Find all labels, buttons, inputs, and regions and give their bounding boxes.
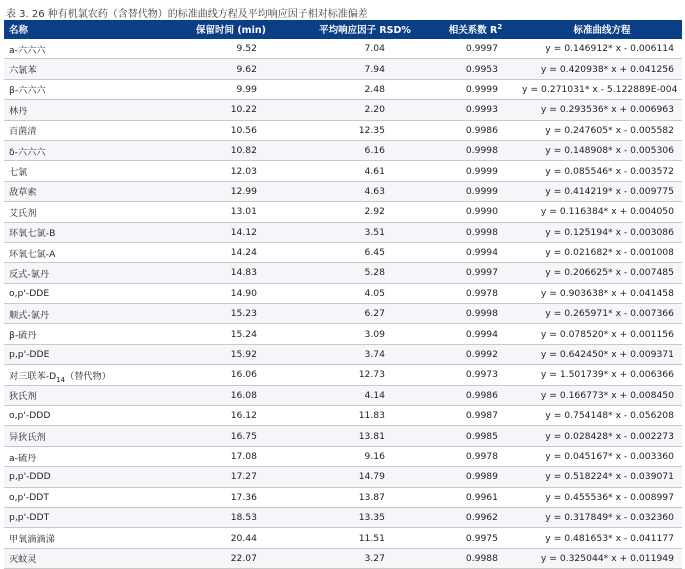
rsd-cell: 3.09 (301, 324, 429, 344)
r2-cell: 0.9999 (429, 181, 522, 201)
table-row (4, 161, 682, 181)
retention-time-cell: 10.22 (161, 100, 301, 120)
compound-name-cell: o,p'-DDT (4, 487, 161, 507)
rsd-cell: 2.20 (301, 100, 429, 120)
header-r2 (429, 20, 522, 39)
header-name: 名称 (4, 20, 161, 39)
compound-name-text: 对三联苯-D (9, 370, 57, 382)
equation-cell: y = 0.325044* x + 0.011949 (522, 548, 682, 568)
rsd-cell: 3.27 (301, 548, 429, 568)
rsd-cell: 5.28 (301, 263, 429, 283)
compound-name-cell: p,p'-DDT (4, 507, 161, 527)
compound-name-cell: β-硫丹 (4, 324, 161, 344)
table-row (4, 242, 682, 262)
compound-name-cell: β-六六六 (4, 79, 161, 99)
table-row (4, 120, 682, 140)
table-row (4, 202, 682, 222)
compound-name-cell: δ-六六六 (4, 140, 161, 160)
r2-cell: 0.9994 (429, 242, 522, 262)
r2-cell: 0.9998 (429, 222, 522, 242)
r2-cell: 0.9988 (429, 548, 522, 568)
rsd-cell: 2.48 (301, 79, 429, 99)
r2-cell: 0.9973 (429, 365, 522, 385)
retention-time-cell: 16.75 (161, 426, 301, 446)
compound-name-cell: 灭蚊灵 (4, 548, 161, 568)
r2-cell: 0.9987 (429, 406, 522, 426)
equation-cell: y = 0.265971* x - 0.007366 (522, 304, 682, 324)
equation-cell: y = 0.754148* x - 0.056208 (522, 406, 682, 426)
compound-name-cell: 六氯苯 (4, 59, 161, 79)
table-row (4, 222, 682, 242)
table-row (4, 385, 682, 405)
rsd-cell: 13.81 (301, 426, 429, 446)
equation-cell: y = 0.293536* x + 0.006963 (522, 100, 682, 120)
rsd-cell: 4.05 (301, 283, 429, 303)
table-body (4, 39, 682, 569)
table-row (4, 467, 682, 487)
rsd-cell: 3.51 (301, 222, 429, 242)
table-row (4, 140, 682, 160)
retention-time-cell: 15.23 (161, 304, 301, 324)
retention-time-cell: 18.53 (161, 507, 301, 527)
rsd-cell: 14.79 (301, 467, 429, 487)
retention-time-cell: 17.27 (161, 467, 301, 487)
equation-cell: y = 0.420938* x + 0.041256 (522, 59, 682, 79)
retention-time-cell: 17.08 (161, 446, 301, 466)
retention-time-cell: 15.24 (161, 324, 301, 344)
table-row (4, 487, 682, 507)
retention-time-cell: 9.99 (161, 79, 301, 99)
table-row (4, 406, 682, 426)
r2-cell: 0.9975 (429, 528, 522, 548)
rsd-cell: 12.35 (301, 120, 429, 140)
equation-cell: y = 0.045167* x - 0.003360 (522, 446, 682, 466)
retention-time-cell: 16.06 (161, 365, 301, 385)
header-retention-time: 保留时间 (min) (161, 20, 301, 39)
retention-time-cell: 12.03 (161, 161, 301, 181)
r2-cell: 0.9978 (429, 283, 522, 303)
r2-cell: 0.9985 (429, 426, 522, 446)
retention-time-cell: 10.56 (161, 120, 301, 140)
r2-cell: 0.9993 (429, 100, 522, 120)
equation-cell: y = 0.078520* x + 0.001156 (522, 324, 682, 344)
retention-time-cell: 14.90 (161, 283, 301, 303)
retention-time-cell: 9.52 (161, 39, 301, 59)
table-row (4, 426, 682, 446)
rsd-cell: 6.45 (301, 242, 429, 262)
header-r2-label: 相关系数 R (448, 25, 498, 36)
compound-name-cell: 百菌清 (4, 120, 161, 140)
rsd-cell: 3.74 (301, 344, 429, 364)
table-row (4, 59, 682, 79)
rsd-cell: 4.63 (301, 181, 429, 201)
rsd-cell: 2.92 (301, 202, 429, 222)
retention-time-cell: 17.36 (161, 487, 301, 507)
table-row (4, 181, 682, 201)
table-caption: 表 3. 26 种有机氯农药（含替代物）的标准曲线方程及平均响应因子相对标准偏差 (6, 9, 368, 20)
r2-cell: 0.9997 (429, 39, 522, 59)
retention-time-cell: 14.24 (161, 242, 301, 262)
retention-time-cell: 9.62 (161, 59, 301, 79)
table-header-row (4, 20, 682, 39)
equation-cell: y = 0.206625* x - 0.007485 (522, 263, 682, 283)
compound-name-cell: 环氧七氯-A (4, 242, 161, 262)
retention-time-cell: 15.92 (161, 344, 301, 364)
compound-name-cell: o,p'-DDD (4, 406, 161, 426)
table-row (4, 263, 682, 283)
r2-cell: 0.9953 (429, 59, 522, 79)
r2-cell: 0.9986 (429, 385, 522, 405)
compound-name-subscript: 14 (56, 375, 66, 384)
compound-name-cell: 甲氧滴滴涕 (4, 528, 161, 548)
table-row (4, 39, 682, 59)
retention-time-cell: 14.83 (161, 263, 301, 283)
rsd-cell: 7.94 (301, 59, 429, 79)
r2-cell: 0.9999 (429, 161, 522, 181)
equation-cell: y = 0.085546* x - 0.003572 (522, 161, 682, 181)
retention-time-cell: 20.44 (161, 528, 301, 548)
table-row (4, 344, 682, 364)
compound-name-suffix: （替代物） (65, 370, 111, 382)
r2-cell: 0.9998 (429, 304, 522, 324)
rsd-cell: 9.16 (301, 446, 429, 466)
table-row (4, 528, 682, 548)
retention-time-cell: 12.99 (161, 181, 301, 201)
compound-name-cell: o,p'-DDE (4, 283, 161, 303)
equation-cell: y = 0.148908* x - 0.005306 (522, 140, 682, 160)
table-row (4, 446, 682, 466)
compound-name-cell: 顺式-氯丹 (4, 304, 161, 324)
compound-name-cell: 狄氏剂 (4, 385, 161, 405)
compound-name-cell: 环氧七氯-B (4, 222, 161, 242)
retention-time-cell: 14.12 (161, 222, 301, 242)
r2-cell: 0.9989 (429, 467, 522, 487)
rsd-cell: 12.73 (301, 365, 429, 385)
equation-cell: y = 0.247605* x - 0.005582 (522, 120, 682, 140)
equation-cell: y = 0.518224* x - 0.039071 (522, 467, 682, 487)
r2-cell: 0.9998 (429, 140, 522, 160)
table-row (4, 548, 682, 568)
equation-cell: y = 1.501739* x + 0.006366 (522, 365, 682, 385)
compound-name-cell: a-六六六 (4, 39, 161, 59)
compound-name-cell: p,p'-DDD (4, 467, 161, 487)
equation-cell: y = 0.642450* x + 0.009371 (522, 344, 682, 364)
equation-cell: y = 0.271031* x - 5.122889E-004 (522, 79, 682, 99)
table-row (4, 365, 682, 385)
compound-name-cell: 艾氏剂 (4, 202, 161, 222)
retention-time-cell: 10.82 (161, 140, 301, 160)
equation-cell: y = 0.116384* x + 0.004050 (522, 202, 682, 222)
r2-cell: 0.9990 (429, 202, 522, 222)
compound-name-cell (4, 365, 161, 385)
retention-time-cell: 13.01 (161, 202, 301, 222)
equation-cell: y = 0.146912* x - 0.006114 (522, 39, 682, 59)
retention-time-cell: 22.07 (161, 548, 301, 568)
table-row (4, 324, 682, 344)
compound-name-cell: 七氯 (4, 161, 161, 181)
compound-name-cell: a-硫丹 (4, 446, 161, 466)
table-row (4, 100, 682, 120)
equation-cell: y = 0.028428* x - 0.002273 (522, 426, 682, 446)
compound-name-cell: p,p'-DDE (4, 344, 161, 364)
retention-time-cell: 16.12 (161, 406, 301, 426)
r2-cell: 0.9962 (429, 507, 522, 527)
rsd-cell: 11.83 (301, 406, 429, 426)
equation-cell: y = 0.903638* x + 0.041458 (522, 283, 682, 303)
compound-name-cell: 反式-氯丹 (4, 263, 161, 283)
equation-cell: y = 0.455536* x - 0.008997 (522, 487, 682, 507)
rsd-cell: 11.51 (301, 528, 429, 548)
rsd-cell: 6.27 (301, 304, 429, 324)
equation-cell: y = 0.125194* x - 0.003086 (522, 222, 682, 242)
table-row (4, 304, 682, 324)
rsd-cell: 13.87 (301, 487, 429, 507)
table-row (4, 507, 682, 527)
r2-cell: 0.9986 (429, 120, 522, 140)
equation-cell: y = 0.481653* x - 0.041177 (522, 528, 682, 548)
equation-cell: y = 0.021682* x - 0.001008 (522, 242, 682, 262)
r2-cell: 0.9994 (429, 324, 522, 344)
rsd-cell: 7.04 (301, 39, 429, 59)
compound-name-cell: 敌草索 (4, 181, 161, 201)
equation-cell: y = 0.166773* x + 0.008450 (522, 385, 682, 405)
r2-cell: 0.9978 (429, 446, 522, 466)
equation-cell: y = 0.414219* x - 0.009775 (522, 181, 682, 201)
r2-cell: 0.9997 (429, 263, 522, 283)
r2-cell: 0.9961 (429, 487, 522, 507)
r2-cell: 0.9992 (429, 344, 522, 364)
rsd-cell: 4.61 (301, 161, 429, 181)
rsd-cell: 6.16 (301, 140, 429, 160)
r2-cell: 0.9999 (429, 79, 522, 99)
compound-name-cell: 异狄氏剂 (4, 426, 161, 446)
table-row (4, 79, 682, 99)
equation-cell: y = 0.317849* x - 0.032360 (522, 507, 682, 527)
rsd-cell: 13.35 (301, 507, 429, 527)
compound-name-cell: 林丹 (4, 100, 161, 120)
header-r2-superscript: 2 (497, 22, 503, 31)
calibration-table (4, 20, 682, 569)
header-equation: 标准曲线方程 (522, 20, 682, 39)
rsd-cell: 4.14 (301, 385, 429, 405)
table-row (4, 283, 682, 303)
retention-time-cell: 16.08 (161, 385, 301, 405)
header-rsd: 平均响应因子 RSD% (301, 20, 429, 39)
